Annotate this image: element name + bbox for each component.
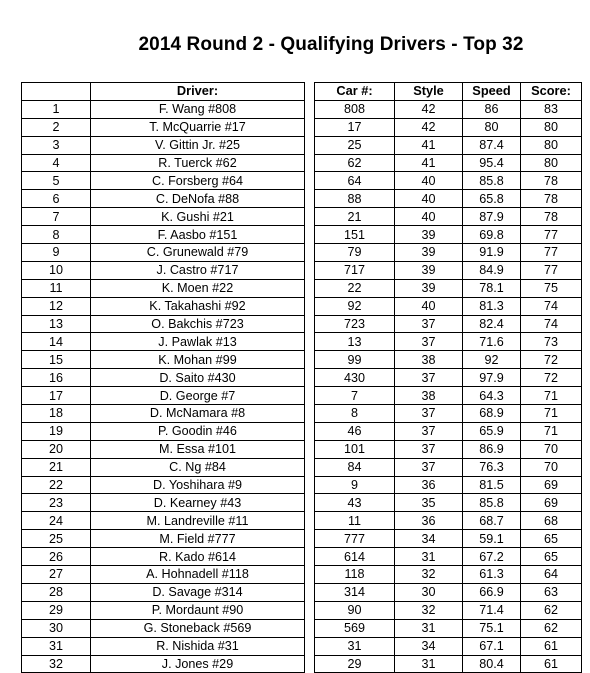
driver-cell: R. Tuerck #62	[91, 154, 305, 172]
column-spacer	[305, 351, 315, 369]
score-cell: 73	[521, 333, 582, 351]
speed-cell: 95.4	[463, 154, 521, 172]
table-row	[22, 351, 582, 369]
position-cell: 19	[22, 422, 91, 440]
car-number-cell: 31	[315, 637, 395, 655]
style-cell: 37	[395, 440, 463, 458]
speed-cell: 59.1	[463, 530, 521, 548]
car-number-cell: 99	[315, 351, 395, 369]
table-row	[22, 100, 582, 118]
style-cell: 35	[395, 494, 463, 512]
position-cell: 22	[22, 476, 91, 494]
driver-cell: D. Yoshihara #9	[91, 476, 305, 494]
score-cell: 65	[521, 548, 582, 566]
driver-cell: R. Nishida #31	[91, 637, 305, 655]
qualifying-results-table	[21, 82, 582, 673]
column-spacer	[305, 315, 315, 333]
driver-cell: R. Kado #614	[91, 548, 305, 566]
car-number-cell: 118	[315, 566, 395, 584]
table-row	[22, 566, 582, 584]
car-number-cell: 25	[315, 136, 395, 154]
score-cell: 72	[521, 369, 582, 387]
car-number-cell: 7	[315, 387, 395, 405]
table-row	[22, 601, 582, 619]
table-row	[22, 405, 582, 423]
speed-cell: 78.1	[463, 279, 521, 297]
column-spacer	[305, 405, 315, 423]
score-cell: 75	[521, 279, 582, 297]
driver-cell: C. DeNofa #88	[91, 190, 305, 208]
position-cell: 25	[22, 530, 91, 548]
driver-cell: P. Mordaunt #90	[91, 601, 305, 619]
column-spacer	[305, 226, 315, 244]
column-spacer	[305, 154, 315, 172]
position-cell: 26	[22, 548, 91, 566]
score-cell: 77	[521, 226, 582, 244]
car-number-cell: 717	[315, 261, 395, 279]
column-spacer	[305, 422, 315, 440]
column-spacer	[305, 261, 315, 279]
score-cell: 70	[521, 440, 582, 458]
column-spacer	[305, 601, 315, 619]
style-cell: 40	[395, 190, 463, 208]
speed-cell: 85.8	[463, 172, 521, 190]
driver-cell: F. Aasbo #151	[91, 226, 305, 244]
score-cell: 71	[521, 387, 582, 405]
table-row	[22, 512, 582, 530]
driver-cell: D. George #7	[91, 387, 305, 405]
score-cell: 61	[521, 655, 582, 673]
style-cell: 31	[395, 548, 463, 566]
style-cell: 36	[395, 476, 463, 494]
speed-cell: 85.8	[463, 494, 521, 512]
car-number-cell: 777	[315, 530, 395, 548]
speed-cell: 87.9	[463, 208, 521, 226]
position-cell: 10	[22, 261, 91, 279]
score-cell: 71	[521, 422, 582, 440]
position-cell: 5	[22, 172, 91, 190]
car-number-cell: 723	[315, 315, 395, 333]
column-spacer	[305, 333, 315, 351]
score-cell: 68	[521, 512, 582, 530]
style-cell: 39	[395, 226, 463, 244]
car-number-cell: 90	[315, 601, 395, 619]
speed-cell: 65.9	[463, 422, 521, 440]
driver-cell: O. Bakchis #723	[91, 315, 305, 333]
position-cell: 9	[22, 244, 91, 262]
speed-cell: 68.9	[463, 405, 521, 423]
car-number-cell: 43	[315, 494, 395, 512]
header-style: Style	[395, 83, 463, 101]
score-cell: 80	[521, 154, 582, 172]
speed-cell: 64.3	[463, 387, 521, 405]
column-spacer	[305, 208, 315, 226]
driver-cell: J. Pawlak #13	[91, 333, 305, 351]
column-spacer	[305, 100, 315, 118]
position-cell: 20	[22, 440, 91, 458]
position-cell: 18	[22, 405, 91, 423]
style-cell: 37	[395, 458, 463, 476]
driver-cell: P. Goodin #46	[91, 422, 305, 440]
table-row	[22, 494, 582, 512]
score-cell: 72	[521, 351, 582, 369]
car-number-cell: 614	[315, 548, 395, 566]
column-spacer	[305, 458, 315, 476]
driver-cell: C. Grunewald #79	[91, 244, 305, 262]
style-cell: 38	[395, 387, 463, 405]
driver-cell: D. Savage #314	[91, 583, 305, 601]
score-cell: 78	[521, 208, 582, 226]
speed-cell: 67.2	[463, 548, 521, 566]
style-cell: 34	[395, 637, 463, 655]
table-row	[22, 244, 582, 262]
style-cell: 39	[395, 279, 463, 297]
table-row	[22, 548, 582, 566]
driver-cell: J. Jones #29	[91, 655, 305, 673]
speed-cell: 87.4	[463, 136, 521, 154]
style-cell: 42	[395, 100, 463, 118]
table-row	[22, 208, 582, 226]
driver-cell: D. Saito #430	[91, 369, 305, 387]
car-number-cell: 46	[315, 422, 395, 440]
position-cell: 4	[22, 154, 91, 172]
table-header-row	[22, 83, 582, 101]
driver-cell: K. Takahashi #92	[91, 297, 305, 315]
column-spacer	[305, 118, 315, 136]
table-row	[22, 333, 582, 351]
car-number-cell: 84	[315, 458, 395, 476]
position-cell: 27	[22, 566, 91, 584]
table-row	[22, 154, 582, 172]
table-body	[22, 100, 582, 673]
car-number-cell: 64	[315, 172, 395, 190]
position-cell: 13	[22, 315, 91, 333]
car-number-cell: 9	[315, 476, 395, 494]
score-cell: 64	[521, 566, 582, 584]
car-number-cell: 79	[315, 244, 395, 262]
position-cell: 6	[22, 190, 91, 208]
style-cell: 30	[395, 583, 463, 601]
speed-cell: 66.9	[463, 583, 521, 601]
table-row	[22, 226, 582, 244]
column-spacer	[305, 387, 315, 405]
position-cell: 8	[22, 226, 91, 244]
header-position	[22, 83, 91, 101]
car-number-cell: 8	[315, 405, 395, 423]
speed-cell: 97.9	[463, 369, 521, 387]
column-spacer	[305, 83, 315, 101]
score-cell: 80	[521, 136, 582, 154]
speed-cell: 76.3	[463, 458, 521, 476]
speed-cell: 81.3	[463, 297, 521, 315]
table-row	[22, 136, 582, 154]
score-cell: 63	[521, 583, 582, 601]
style-cell: 31	[395, 655, 463, 673]
score-cell: 74	[521, 297, 582, 315]
style-cell: 34	[395, 530, 463, 548]
page-title: 2014 Round 2 - Qualifying Drivers - Top 32	[138, 34, 524, 55]
car-number-cell: 151	[315, 226, 395, 244]
column-spacer	[305, 136, 315, 154]
car-number-cell: 430	[315, 369, 395, 387]
style-cell: 40	[395, 172, 463, 190]
column-spacer	[305, 512, 315, 530]
car-number-cell: 808	[315, 100, 395, 118]
style-cell: 37	[395, 333, 463, 351]
position-cell: 15	[22, 351, 91, 369]
column-spacer	[305, 279, 315, 297]
style-cell: 32	[395, 601, 463, 619]
table-row	[22, 118, 582, 136]
score-cell: 62	[521, 601, 582, 619]
score-cell: 61	[521, 637, 582, 655]
speed-cell: 71.4	[463, 601, 521, 619]
speed-cell: 65.8	[463, 190, 521, 208]
table-row	[22, 530, 582, 548]
driver-cell: F. Wang #808	[91, 100, 305, 118]
car-number-cell: 101	[315, 440, 395, 458]
speed-cell: 80.4	[463, 655, 521, 673]
car-number-cell: 569	[315, 619, 395, 637]
speed-cell: 71.6	[463, 333, 521, 351]
speed-cell: 67.1	[463, 637, 521, 655]
score-cell: 74	[521, 315, 582, 333]
driver-cell: C. Ng #84	[91, 458, 305, 476]
table-row	[22, 279, 582, 297]
driver-cell: G. Stoneback #569	[91, 619, 305, 637]
column-spacer	[305, 548, 315, 566]
table-row	[22, 476, 582, 494]
driver-cell: K. Moen #22	[91, 279, 305, 297]
speed-cell: 81.5	[463, 476, 521, 494]
car-number-cell: 92	[315, 297, 395, 315]
column-spacer	[305, 244, 315, 262]
speed-cell: 84.9	[463, 261, 521, 279]
driver-cell: M. Landreville #11	[91, 512, 305, 530]
car-number-cell: 29	[315, 655, 395, 673]
style-cell: 41	[395, 136, 463, 154]
column-spacer	[305, 619, 315, 637]
speed-cell: 69.8	[463, 226, 521, 244]
style-cell: 42	[395, 118, 463, 136]
column-spacer	[305, 494, 315, 512]
table-row	[22, 190, 582, 208]
table-row	[22, 387, 582, 405]
table-row	[22, 315, 582, 333]
car-number-cell: 21	[315, 208, 395, 226]
score-cell: 65	[521, 530, 582, 548]
speed-cell: 92	[463, 351, 521, 369]
column-spacer	[305, 637, 315, 655]
style-cell: 41	[395, 154, 463, 172]
table-row	[22, 297, 582, 315]
speed-cell: 80	[463, 118, 521, 136]
position-cell: 24	[22, 512, 91, 530]
score-cell: 77	[521, 244, 582, 262]
style-cell: 37	[395, 405, 463, 423]
driver-cell: M. Essa #101	[91, 440, 305, 458]
score-cell: 78	[521, 172, 582, 190]
score-cell: 69	[521, 494, 582, 512]
header-car-number: Car #:	[315, 83, 395, 101]
driver-cell: M. Field #777	[91, 530, 305, 548]
position-cell: 21	[22, 458, 91, 476]
driver-cell: J. Castro #717	[91, 261, 305, 279]
position-cell: 31	[22, 637, 91, 655]
driver-cell: V. Gittin Jr. #25	[91, 136, 305, 154]
speed-cell: 68.7	[463, 512, 521, 530]
score-cell: 80	[521, 118, 582, 136]
speed-cell: 91.9	[463, 244, 521, 262]
table-row	[22, 655, 582, 673]
style-cell: 40	[395, 208, 463, 226]
header-score: Score:	[521, 83, 582, 101]
style-cell: 32	[395, 566, 463, 584]
table-row	[22, 619, 582, 637]
style-cell: 37	[395, 369, 463, 387]
table-row	[22, 583, 582, 601]
driver-cell: A. Hohnadell #118	[91, 566, 305, 584]
driver-cell: D. McNamara #8	[91, 405, 305, 423]
table-row	[22, 261, 582, 279]
driver-cell: T. McQuarrie #17	[91, 118, 305, 136]
driver-cell: K. Mohan #99	[91, 351, 305, 369]
position-cell: 23	[22, 494, 91, 512]
style-cell: 39	[395, 261, 463, 279]
table-row	[22, 458, 582, 476]
column-spacer	[305, 190, 315, 208]
column-spacer	[305, 172, 315, 190]
position-cell: 12	[22, 297, 91, 315]
column-spacer	[305, 655, 315, 673]
car-number-cell: 11	[315, 512, 395, 530]
driver-cell: K. Gushi #21	[91, 208, 305, 226]
score-cell: 62	[521, 619, 582, 637]
car-number-cell: 22	[315, 279, 395, 297]
table-row	[22, 172, 582, 190]
score-cell: 70	[521, 458, 582, 476]
speed-cell: 86	[463, 100, 521, 118]
header-driver: Driver:	[91, 83, 305, 101]
position-cell: 30	[22, 619, 91, 637]
column-spacer	[305, 566, 315, 584]
score-cell: 83	[521, 100, 582, 118]
position-cell: 2	[22, 118, 91, 136]
position-cell: 1	[22, 100, 91, 118]
speed-cell: 61.3	[463, 566, 521, 584]
table-row	[22, 440, 582, 458]
style-cell: 37	[395, 422, 463, 440]
position-cell: 28	[22, 583, 91, 601]
position-cell: 32	[22, 655, 91, 673]
position-cell: 16	[22, 369, 91, 387]
car-number-cell: 62	[315, 154, 395, 172]
position-cell: 11	[22, 279, 91, 297]
car-number-cell: 13	[315, 333, 395, 351]
table-row	[22, 637, 582, 655]
car-number-cell: 314	[315, 583, 395, 601]
score-cell: 77	[521, 261, 582, 279]
column-spacer	[305, 440, 315, 458]
score-cell: 71	[521, 405, 582, 423]
style-cell: 36	[395, 512, 463, 530]
style-cell: 38	[395, 351, 463, 369]
header-speed: Speed	[463, 83, 521, 101]
position-cell: 3	[22, 136, 91, 154]
column-spacer	[305, 583, 315, 601]
score-cell: 78	[521, 190, 582, 208]
table-row	[22, 369, 582, 387]
table-row	[22, 422, 582, 440]
position-cell: 29	[22, 601, 91, 619]
position-cell: 17	[22, 387, 91, 405]
score-cell: 69	[521, 476, 582, 494]
driver-cell: D. Kearney #43	[91, 494, 305, 512]
column-spacer	[305, 476, 315, 494]
car-number-cell: 17	[315, 118, 395, 136]
car-number-cell: 88	[315, 190, 395, 208]
style-cell: 37	[395, 315, 463, 333]
speed-cell: 75.1	[463, 619, 521, 637]
column-spacer	[305, 297, 315, 315]
style-cell: 40	[395, 297, 463, 315]
driver-cell: C. Forsberg #64	[91, 172, 305, 190]
column-spacer	[305, 530, 315, 548]
column-spacer	[305, 369, 315, 387]
position-cell: 7	[22, 208, 91, 226]
speed-cell: 82.4	[463, 315, 521, 333]
style-cell: 39	[395, 244, 463, 262]
position-cell: 14	[22, 333, 91, 351]
style-cell: 31	[395, 619, 463, 637]
speed-cell: 86.9	[463, 440, 521, 458]
